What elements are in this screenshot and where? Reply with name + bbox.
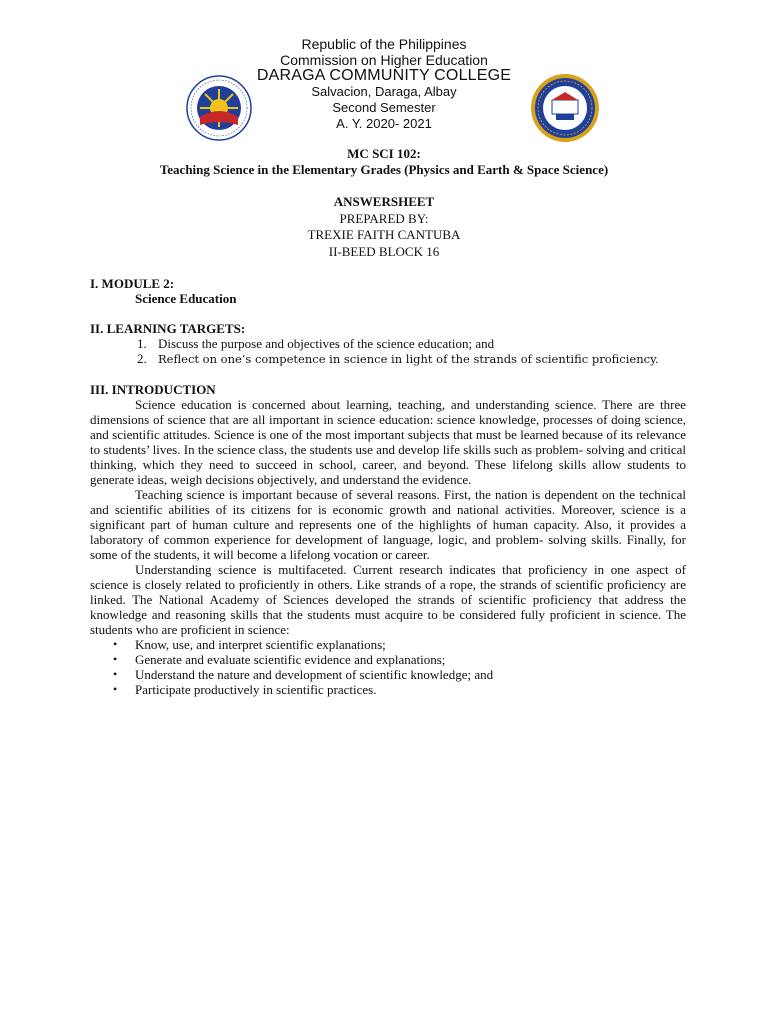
document-body xyxy=(90,276,686,697)
letterhead-text xyxy=(0,36,768,132)
intro-paragraph-1: Science education is concerned about learning, teaching, and understanding science. There are three dimensions of science that are all important in science education: science knowledge, processes of doing science, and scientific attitudes. Science is one of the most important subjects that must be learned because of its relevance to students’ lives. In the science class, the students use and develop life skills such as problem- solving and critical thinking, which they need to succeed in school, career, and beyond. These lifelong skills allow students to generate ideas, weigh decisions objectively, and understand the evidence. xyxy=(90,397,686,487)
semester-line: Second Semester xyxy=(332,100,436,115)
list-item: • Know, use, and interpret scientific explanations; xyxy=(113,637,386,652)
intro-paragraph-2: Teaching science is important because of several reasons. First, the nation is dependent on the technical and scientific abilities of its citizens for is economic growth and national activities. Moreover, science is a significant part of human culture and represents one of the highlights of human capacity. Also, it provides a laboratory of common experience for development of language, logic, and problem- solving skills. Finally, for some of the students, it will become a lifelong vocation or career. xyxy=(90,487,686,562)
dcc-seal-icon xyxy=(530,73,600,143)
address-line: Salvacion, Daraga, Albay xyxy=(311,84,457,99)
letterhead xyxy=(0,36,768,136)
intro-paragraph-3: Understanding science is multifaceted. Current research indicates that proficiency in one aspect of science is closely related to proficiently in others. Like strands of a rope, the strands of scientific proficiency are linked. The National Academy of Sciences developed the strands of scientific proficiency that address the knowledge and reasoning skills that the students must acquire to be considered fully proficient in science. The students who are proficient in science: xyxy=(90,562,686,637)
bullet-icon: • xyxy=(113,667,118,681)
list-item: 1. Discuss the purpose and objectives of the science education; and xyxy=(137,336,495,351)
answersheet-label: ANSWERSHEET xyxy=(333,194,435,209)
republic-line: Republic of the Philippines xyxy=(301,36,467,52)
list-item: 2. Reflect on one’s competence in science in light of the strands of scientific proficiency. xyxy=(137,351,659,366)
course-code: MC SCI 102: xyxy=(347,146,421,161)
prepared-by-block xyxy=(0,194,768,260)
targets-heading: II. LEARNING TARGETS: xyxy=(90,321,246,336)
list-item: • Understand the nature and development of scientific knowledge; and xyxy=(113,667,494,682)
bullet-icon: • xyxy=(113,652,118,666)
college-name: DARAGA COMMUNITY COLLEGE xyxy=(256,67,512,84)
student-name: TREXIE FAITH CANTUBA xyxy=(307,227,461,242)
module-subheading: Science Education xyxy=(135,291,237,306)
commission-line: Commission on Higher Education xyxy=(280,52,488,68)
bullet-icon: • xyxy=(113,637,118,651)
introduction-heading: III. INTRODUCTION xyxy=(90,382,216,397)
list-item: • Participate productively in scientific practices. xyxy=(113,682,377,697)
targets-list xyxy=(90,336,686,367)
module-heading: I. MODULE 2: xyxy=(90,276,175,291)
prepared-by-label: PREPARED BY: xyxy=(339,210,429,226)
list-item: • Generate and evaluate scientific evidence and explanations; xyxy=(113,652,446,667)
academic-year-line: A. Y. 2020- 2021 xyxy=(336,116,432,131)
proficiency-list xyxy=(90,637,686,697)
course-title-block xyxy=(0,146,768,178)
course-title: Teaching Science in the Elementary Grades (Physics and Earth & Space Science) xyxy=(159,162,609,177)
bullet-icon: • xyxy=(113,682,118,696)
student-section: II-BEED BLOCK 16 xyxy=(328,243,440,259)
